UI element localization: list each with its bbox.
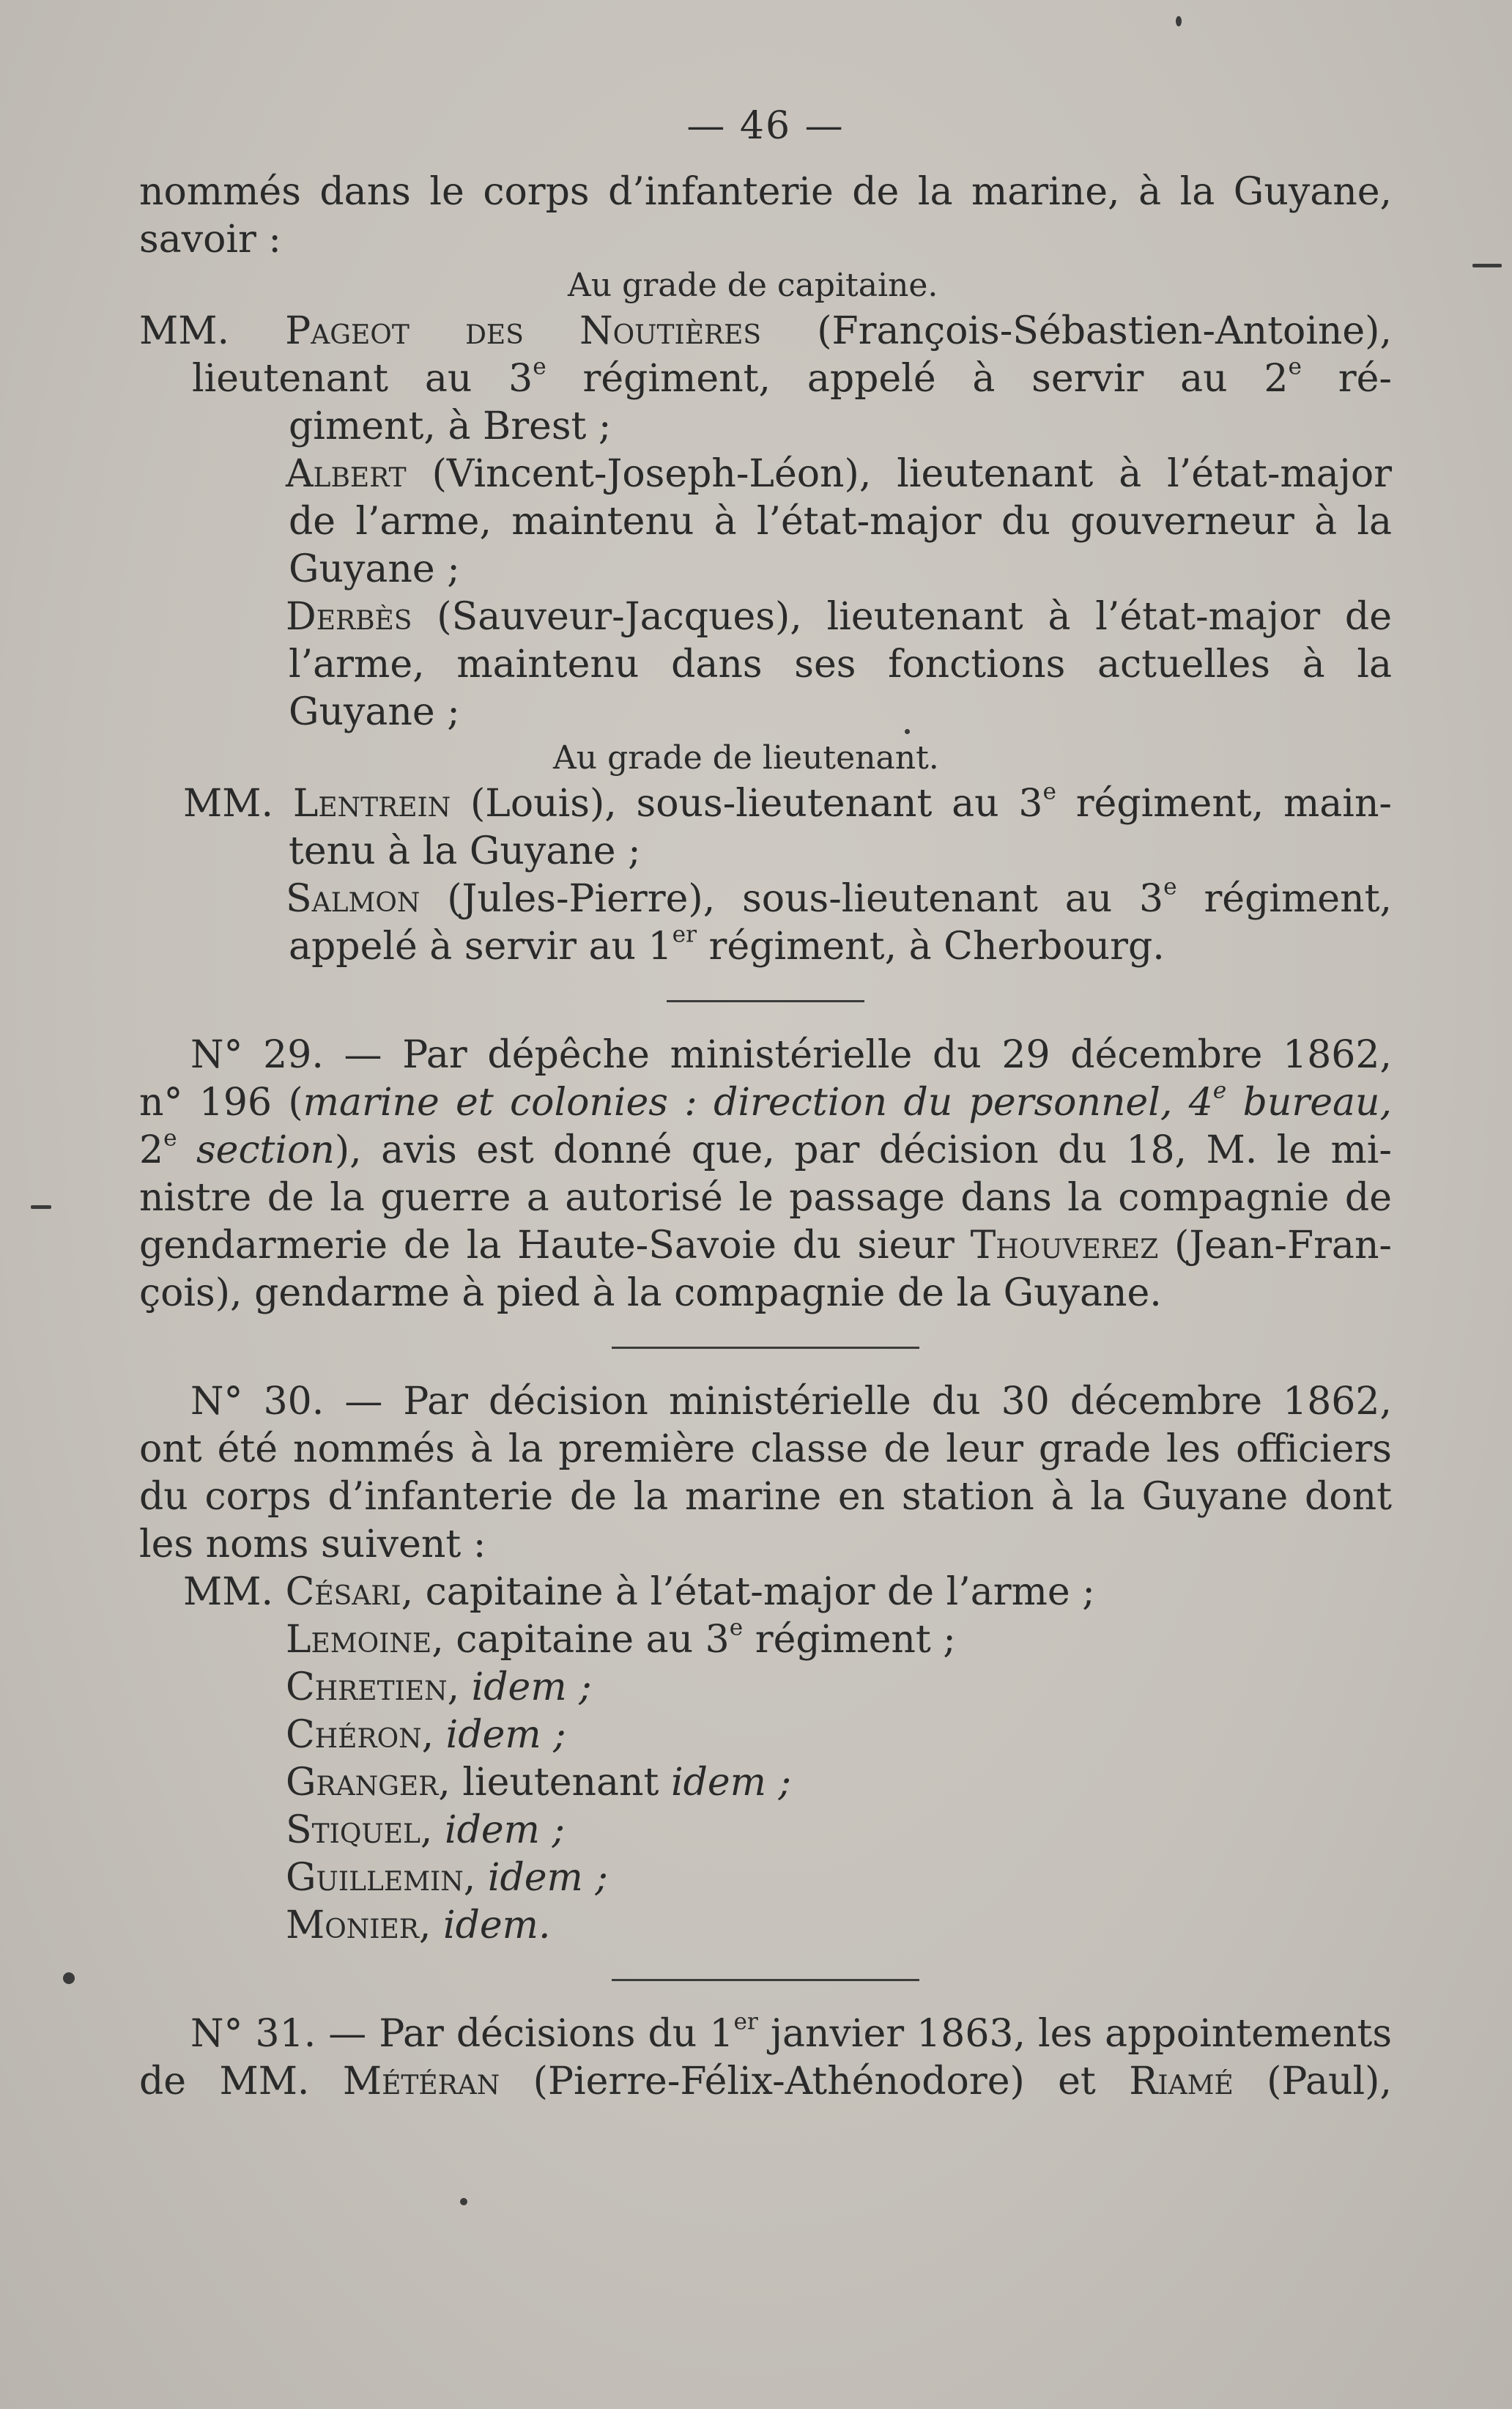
entry-text: , capitaine à l’état-major de l’arme ; [401, 1570, 1095, 1614]
entry-text: , lieutenant [438, 1761, 671, 1805]
idem-text: idem ; [670, 1761, 792, 1805]
entry-text: (Jules-Pierre), sous-lieutenant au 3 [420, 877, 1164, 921]
officer-name: Derbès [286, 595, 412, 639]
entry-text: , [421, 1713, 446, 1757]
page-number: — 46 — [686, 104, 845, 148]
entry-line: Guyane ; [289, 690, 460, 734]
officer-name: Pageot des Noutières [285, 309, 762, 353]
entry-text: , [420, 1808, 445, 1852]
entry-text: gendarmerie de la Haute-Savoie du sieur [139, 1224, 971, 1268]
no29-line [139, 1127, 1392, 1174]
mm-label: MM. [139, 309, 230, 353]
entry-text: ré- [1301, 357, 1392, 401]
intro-line: nommés dans le corps d’infanterie de la marine, à la Guyane, [139, 170, 1392, 214]
entry-line: Guyane ; [289, 547, 460, 591]
idem-text: idem. [442, 1903, 551, 1947]
entry-text: , capitaine au 3 [431, 1618, 730, 1662]
officer-name: Chéron [286, 1713, 422, 1757]
scan-speck [31, 1205, 51, 1209]
person-name: Riamé [1129, 2060, 1234, 2103]
entry-line: l’arme, maintenu dans ses fonctions actuelles à la [289, 643, 1392, 687]
officer-list-item [139, 1854, 1392, 1902]
mm-label: MM. [183, 782, 274, 826]
superscript: e [1163, 873, 1177, 900]
officer-name: Guillemin [286, 1856, 464, 1900]
entry-line: de l’arme, maintenu à l’état-major du gouverneur à la [289, 500, 1392, 544]
entry-text: bureau, [1226, 1081, 1392, 1125]
intro-line: savoir : [139, 218, 281, 262]
officer-list-item [139, 1616, 1392, 1664]
entry-text: de MM. [139, 2060, 343, 2103]
entry-text: ), avis est donné que, par décision du 18, M. le mi- [334, 1128, 1392, 1172]
no29-line: N° 29. — Par dépêche ministérielle du 29 décembre 1862, [190, 1033, 1392, 1077]
officer-name: Stiquel [286, 1808, 420, 1852]
no30-line: du corps d’infanterie de la marine en station à la Guyane dont [139, 1475, 1392, 1519]
entry-line [139, 923, 1392, 971]
superscript: er [672, 921, 697, 948]
no30-line: les noms suivent : [139, 1522, 486, 1566]
entry-albert [139, 451, 1392, 498]
scan-speck [460, 2198, 467, 2205]
entry-derbes [139, 593, 1392, 641]
entry-text: (François-Sébastien-Antoine), [761, 309, 1392, 353]
entry-line [139, 355, 1392, 403]
entry-text: lieutenant au 3 [192, 357, 533, 401]
entry-text: janvier 1863, les appointements [757, 2012, 1393, 2056]
scan-speck [63, 1972, 75, 1984]
no31-line [139, 2010, 1392, 2058]
entry-text: , [463, 1856, 488, 1900]
entry-line: giment, à Brest ; [289, 404, 612, 448]
officer-list-item [139, 1712, 1392, 1759]
entry-salmon [139, 873, 1392, 923]
superscript: e [1042, 778, 1056, 805]
scan-speck [905, 729, 910, 734]
entry-text: (Louis), sous-lieutenant au 3 [451, 782, 1043, 826]
no30-line: ont été nommés à la première classe de leur grade les officiers [139, 1427, 1392, 1471]
no30-line: N° 30. — Par décision ministérielle du 30 décembre 1862, [190, 1380, 1392, 1424]
superscript: e [163, 1125, 177, 1152]
entry-text: n° 196 ( [139, 1081, 303, 1125]
officer-list-item [139, 1807, 1392, 1854]
officer-name: Chretien [286, 1665, 448, 1709]
entry-text: (Jean-Fran- [1158, 1224, 1392, 1268]
page-content [139, 103, 1392, 2106]
entry-text: marine et colonies : direction du personnel, 4 [303, 1081, 1213, 1125]
entry-text: N° 31. — Par décisions du 1 [190, 2012, 734, 2056]
idem-text: idem ; [444, 1808, 566, 1852]
person-name: Thouverez [970, 1224, 1159, 1268]
no29-line [139, 1222, 1392, 1270]
no29-line [139, 1079, 1392, 1127]
officer-list-item [139, 1759, 1392, 1807]
entry-lentrein [139, 780, 1392, 828]
entry-text: section [177, 1128, 335, 1172]
officer-list-item [139, 1902, 1392, 1950]
officer-name: Césari [285, 1570, 401, 1614]
idem-text: idem ; [487, 1856, 608, 1900]
entry-text: , [418, 1903, 443, 1947]
entry-text: (Sauveur-Jacques), lieutenant à l’état-major de [412, 595, 1392, 639]
officer-name: Monier [286, 1903, 419, 1947]
entry-text: 2 [139, 1128, 164, 1172]
scan-speck [1176, 16, 1182, 26]
entry-text: régiment ; [743, 1618, 956, 1662]
superscript: e [1288, 353, 1302, 380]
no29-line: çois), gendarme à pied à la compagnie de la Guyane. [139, 1271, 1162, 1315]
entry-text: régiment, main- [1056, 782, 1393, 826]
person-name: Météran [342, 2060, 500, 2103]
entry-text: , [447, 1665, 472, 1709]
entry-text: appelé à servir au 1 [289, 925, 672, 969]
idem-text: idem ; [471, 1665, 592, 1709]
entry-text: (Paul), [1233, 2060, 1392, 2103]
superscript: e [533, 353, 546, 380]
scan-speck [1472, 264, 1502, 267]
superscript: er [733, 2008, 758, 2035]
rank-heading-lieutenant: Au grade de lieutenant. [553, 739, 939, 777]
officer-name: Lentrein [292, 782, 451, 826]
entry-text: (Pierre-Félix-Athénodore) et [500, 2060, 1130, 2103]
entry-text: régiment, [1176, 877, 1392, 921]
entry-text: régiment, à Cherbourg. [697, 925, 1165, 969]
idem-text: idem ; [445, 1713, 566, 1757]
officer-name: Lemoine [286, 1618, 432, 1662]
entry-pageot [139, 308, 1392, 355]
officer-list-item [139, 1569, 1392, 1616]
officer-name: Granger [286, 1761, 439, 1805]
rank-heading-capitaine: Au grade de capitaine. [568, 267, 938, 304]
officer-name: Albert [286, 452, 407, 496]
entry-text: régiment, appelé à servir au 2 [546, 357, 1289, 401]
entry-text: (Vincent-Joseph-Léon), lieutenant à l’état-major [406, 452, 1392, 496]
entry-line: tenu à la Guyane ; [289, 829, 641, 873]
superscript: e [1212, 1077, 1227, 1104]
mm-label: MM. [183, 1570, 274, 1614]
superscript: e [729, 1614, 744, 1641]
no29-line: nistre de la guerre a autorisé le passage dans la compagnie de [139, 1176, 1392, 1220]
no31-line [139, 2058, 1392, 2106]
officer-list-item [139, 1664, 1392, 1712]
officer-name: Salmon [286, 877, 420, 921]
